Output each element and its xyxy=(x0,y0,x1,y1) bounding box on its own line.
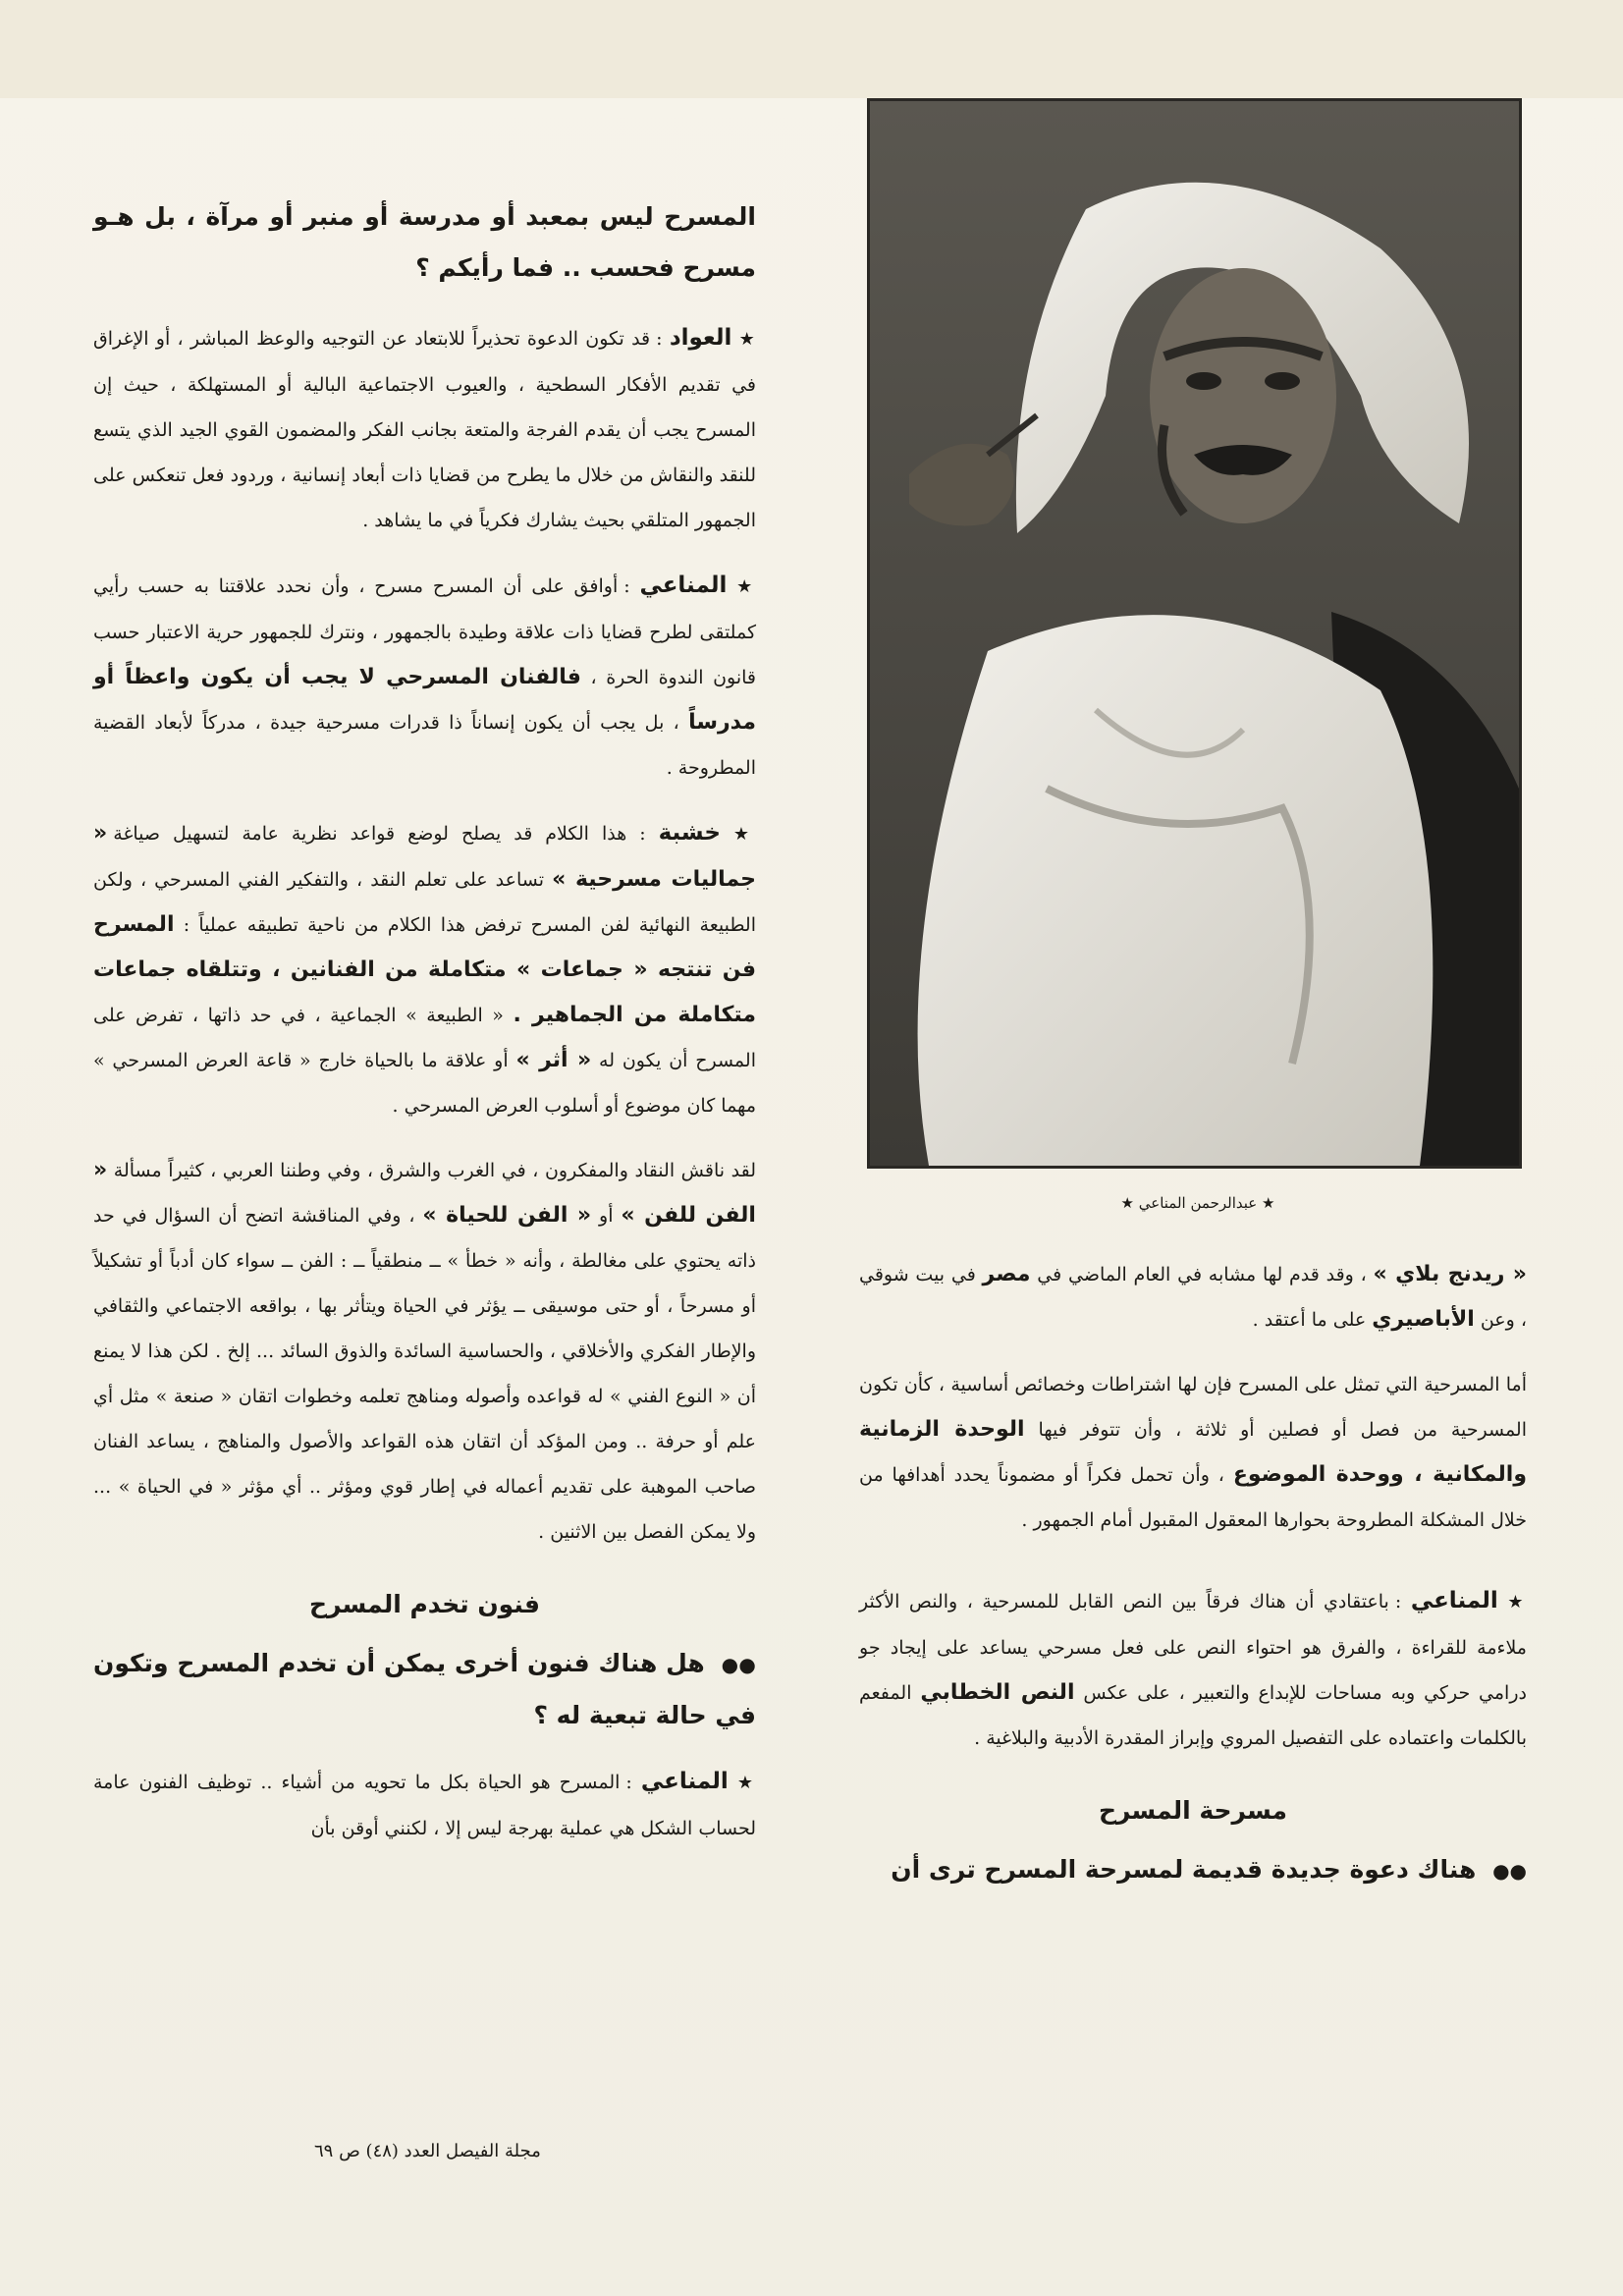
paragraph-almanai-3 xyxy=(859,1578,1527,1761)
left-column xyxy=(93,191,756,1871)
paragraph-text: : أوافق على أن المسرح مسرح ، وأن نحدد علاقتنا به حسب رأيي كملتقى لطرح قضايا ذات علاقة وطيدة بالجمهور ، ونترك للجمهور حرية الاعتبار حسب قانون الندوة الحرة ، xyxy=(93,575,756,688)
emphasis-text: الوحدة الزمانية والمكانية ، ووحدة الموضوع xyxy=(859,1417,1527,1487)
star-icon: ★ xyxy=(736,576,757,597)
emphasis-text: النص الخطابي xyxy=(920,1680,1075,1705)
paragraph-text: أو xyxy=(599,1205,614,1227)
emphasis-text: المسرح فن تنتجه « جماعات » متكاملة من الفنانين ، وتتلقاه جماعات متكاملة من الجماهير . xyxy=(93,912,756,1027)
emphasis-text: « ريدنج بلاي » xyxy=(1373,1262,1527,1286)
star-icon: ★ xyxy=(738,329,757,350)
paragraph-text: ، وأن تحمل فكراً أو مضموناً يحدد أهدافها من خلال المشكلة المطروحة بحوارها المعقول المقبول أمام الجمهور . xyxy=(859,1464,1527,1531)
paragraph-alawad xyxy=(93,315,756,543)
interview-question xyxy=(859,1844,1527,1896)
emphasis-text: مصر xyxy=(982,1262,1031,1286)
speaker-name: العواد xyxy=(669,325,732,351)
paragraph-text: « الطبيعة » الجماعية ، في حد ذاتها ، تفرض على المسرح أن يكون له xyxy=(93,1005,756,1071)
emphasis-text: الأباصيري xyxy=(1372,1307,1475,1332)
paragraph-khashaba xyxy=(93,810,756,1128)
emphasis-text: « جماليات مسرحية » xyxy=(93,821,756,892)
paragraph-discussion xyxy=(93,1148,756,1555)
lead-question: المسرح ليس بمعبد أو مدرسة أو منبر أو مرآة ، بل هـو مسرح فحسب .. فما رأيكم ؟ xyxy=(93,202,756,282)
speaker-name: خشبة xyxy=(658,820,721,846)
paragraph-text: في بيت شوقي ، وعن xyxy=(859,1264,1527,1331)
star-icon: ★ xyxy=(1507,1592,1527,1613)
bullet-icon: ●● xyxy=(721,1653,756,1676)
page-footer: مجلة الفيصل العدد (٤٨) ص ٦٩ xyxy=(314,2141,541,2161)
speaker-name: المناعي xyxy=(1410,1588,1498,1613)
bullet-icon: ●● xyxy=(1492,1859,1527,1883)
portrait-image xyxy=(870,101,1519,1166)
star-icon: ★ xyxy=(736,1773,756,1793)
section-title: فنون تخدم المسرح xyxy=(309,1590,540,1618)
portrait-photo xyxy=(867,98,1522,1169)
emphasis-text: « الفن للحياة » xyxy=(422,1203,592,1228)
paragraph-text: : المسرح هو الحياة بكل ما تحويه من أشياء .. توظيف الفنون عامة لحساب الشكل هي عملية بهرجة ليس إلا ، لكنني أوقن بأن xyxy=(93,1772,756,1839)
paragraph-almanai-1 xyxy=(93,563,756,791)
paragraph-text: أما المسرحية التي تمثل على المسرح فإن لها اشتراطات وخصائص أساسية ، كأن تكون المسرحية من فصل أو فصلين أو ثلاثة ، وأن تتوفر فيها xyxy=(859,1374,1528,1441)
emphasis-text: « الفن للفن » xyxy=(93,1158,756,1228)
speaker-name: المناعي xyxy=(640,1769,729,1794)
speaker-name: المناعي xyxy=(639,573,728,598)
paragraph-text: على ما أعتقد . xyxy=(1252,1309,1367,1331)
emphasis-text: فالفنان المسرحي لا يجب أن يكون واعظاً أو مدرساً xyxy=(93,665,756,735)
question-text: هل هناك فنون أخرى يمكن أن تخدم المسرح وتكون في حالة تبعية له ؟ xyxy=(93,1649,756,1729)
paragraph-text: ، بل يجب أن يكون إنساناً ذا قدرات مسرحية جيدة ، مدركاً لأبعاد القضية المطروحة . xyxy=(93,712,756,779)
paragraph-text: : قد تكون الدعوة تحذيراً للابتعاد عن التوجيه والوعظ المباشر ، أو الإغراق في تقديم الأفكار السطحية ، والعيوب الاجتماعية البالية أو المستهلكة ، حيث إن المسرح يجب أن يقدم الفرجة والمتعة بجانب الفكر والمضمون القوي الجيد الذي يتسع للنقد والنقاش من خلال ما يطرح من قضايا ذات أبعاد إنسانية ، وردود فعل تنعكس على الجمهور المتلقي بحيث يشارك فكرياً في ما يشاهد . xyxy=(93,328,756,531)
top-band xyxy=(0,0,1623,98)
interview-question xyxy=(93,1638,756,1741)
right-column xyxy=(859,1252,1527,1914)
paragraph-text: تساعد على تعلم النقد ، والتفكير الفني المسرحي ، ولكن الطبيعة النهائية لفن المسرح ترفض هذا الكلام من ناحية تطبيقه عملياً : xyxy=(93,869,756,936)
photo-caption: ★ عبدالرحمن المناعي ★ xyxy=(1120,1194,1275,1212)
star-icon: ★ xyxy=(732,824,756,845)
paragraph-text: : باعتقادي أن هناك فرقاً بين النص القابل للمسرحية ، والنص الأكثر ملاءمة للقراءة ، والفرق هو احتواء النص على فعل مسرحي يساعد على إيجاد جو درامي حركي وبه مساحات للإبداع والتعبير ، على عكس xyxy=(859,1591,1527,1704)
paragraph-text: أو علاقة ما بالحياة خارج « قاعة العرض المسرحي » مهما كان موضوع أو أسلوب العرض المسرحي . xyxy=(93,1050,756,1117)
question-text: هناك دعوة جديدة قديمة لمسرحة المسرح ترى أن xyxy=(891,1855,1477,1884)
paragraph-text: المفعم بالكلمات واعتماده على التفصيل المروي وإبراز المقدرة الأدبية والبلاغية . xyxy=(859,1682,1527,1749)
emphasis-text: « أثر » xyxy=(515,1048,592,1072)
section-title: مسرحة المسرح xyxy=(1098,1796,1288,1825)
paragraph-almanai-2 xyxy=(93,1759,756,1851)
paragraph-conditions xyxy=(859,1362,1527,1543)
paragraph-text: لقد ناقش النقاد والمفكرون ، في الغرب والشرق ، وفي وطننا العربي ، كثيراً مسألة xyxy=(113,1160,756,1181)
paragraph-text: ، وقد قدم لها مشابه في العام الماضي في xyxy=(1037,1264,1367,1285)
paragraph-text: : هذا الكلام قد يصلح لوضع قواعد نظرية عامة لتسهيل صياغة xyxy=(113,823,646,845)
paragraph-reading-play xyxy=(859,1252,1527,1342)
paragraph-text: ، وفي المناقشة اتضح أن السؤال في حد ذاته يحتوي على مغالطة ، وأنه « خطأ » ــ منطقياً ــ : الفن ــ سواء كان أدباً أو تشكيلاً أو مسرحاً ، أو حتى موسيقى ــ يؤثر في الحياة ويتأثر بها ، بواقعه الاجتماعي والثقافي والإطار الفكري والأخلاقي ، والحساسية السائدة والذوق السائد ... إلخ . لكن هذا لا يمنع أن « النوع الفني » له قواعده وأصوله ومناهج تعلمه وخطوات اتقان « صنعة » مثل أي علم أو حرفة .. ومن المؤكد أن اتقان هذه القواعد والأصول والمناهج ، يساعد الفنان صاحب الموهبة على تقديم أعماله في إطار قوي ومؤثر .. أي مؤثر « في الحياة » ... ولا يمكن الفصل بين الاثنين . xyxy=(93,1205,756,1543)
